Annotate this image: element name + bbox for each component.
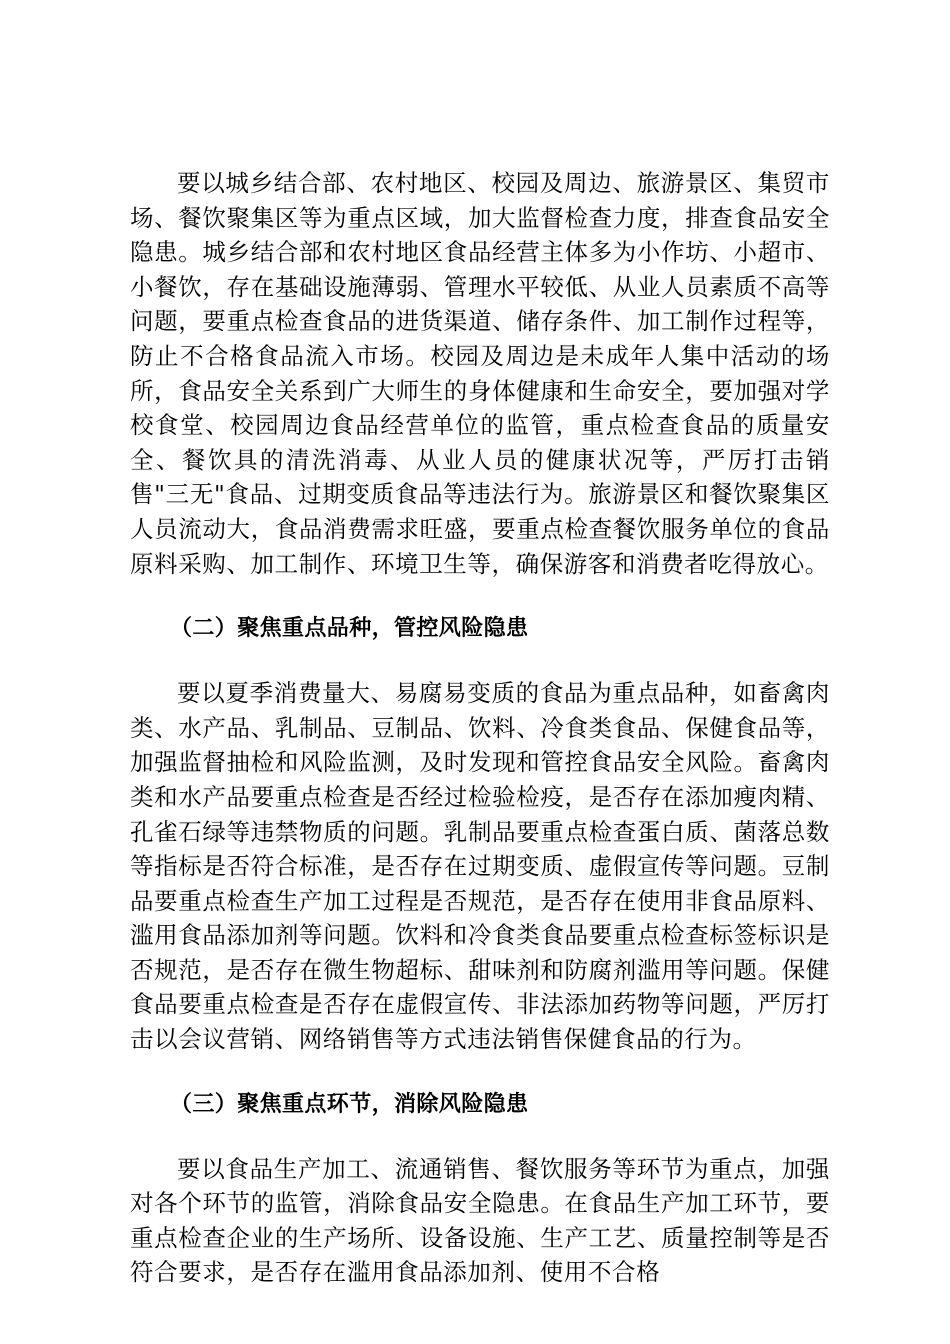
body-paragraph: 要以食品生产加工、流通销售、餐饮服务等环节为重点，加强对各个环节的监管，消除食品安全隐患。在食品生产加工环节，要重点检查企业的生产场所、设备设施、生产工艺、质量控制等是否符合要求，是否存在滥用食品添加剂、使用不合格 bbox=[130, 1154, 830, 1287]
section-heading: （三）聚焦重点环节，消除风险隐患 bbox=[170, 1091, 529, 1117]
document-body bbox=[130, 166, 830, 1290]
body-paragraph: 要以城乡结合部、农村地区、校园及周边、旅游景区、集贸市场、餐饮聚集区等为重点区域，加大监督检查力度，排查食品安全隐患。城乡结合部和农村地区食品经营主体多为小作坊、小超市、小餐饮，存在基础设施薄弱、管理水平较低、从业人员素质不高等问题，要重点检查食品的进货渠道、储存条件、加工制作过程等，防止不合格食品流入市场。校园及周边是未成年人集中活动的场所，食品安全关系到广大师生的身体健康和生命安全，要加强对学校食堂、校园周边食品经营单位的监管，重点检查食品的质量安全、餐饮具的清洗消毒、从业人员的健康状况等，严厉打击销售"三无"食品、过期变质食品等违法行为。旅游景区和餐饮聚集区人员流动大，食品消费需求旺盛，要重点检查餐饮服务单位的食品原料采购、加工制作、环境卫生等，确保游客和消费者吃得放心。 bbox=[130, 169, 830, 578]
section-heading: （二）聚焦重点品种，管控风险隐患 bbox=[170, 616, 529, 642]
body-paragraph: 要以夏季消费量大、易腐易变质的食品为重点品种，如畜禽肉类、水产品、乳制品、豆制品、饮料、冷食类食品、保健食品等，加强监督抽检和风险监测，及时发现和管控食品安全风险。畜禽肉类和水产品要重点检查是否经过检验检疫，是否存在添加瘦肉精、孔雀石绿等违禁物质的问题。乳制品要重点检查蛋白质、菌落总数等指标是否符合标准，是否存在过期变质、虚假宣传等问题。豆制品要重点检查生产加工过程是否规范，是否存在使用非食品原料、滥用食品添加剂等问题。饮料和冷食类食品要重点检查标签标识是否规范，是否存在微生物超标、甜味剂和防腐剂滥用等问题。保健食品要重点检查是否存在虚假宣传、非法添加药物等问题，严厉打击以会议营销、网络销售等方式违法销售保健食品的行为。 bbox=[130, 679, 830, 1054]
